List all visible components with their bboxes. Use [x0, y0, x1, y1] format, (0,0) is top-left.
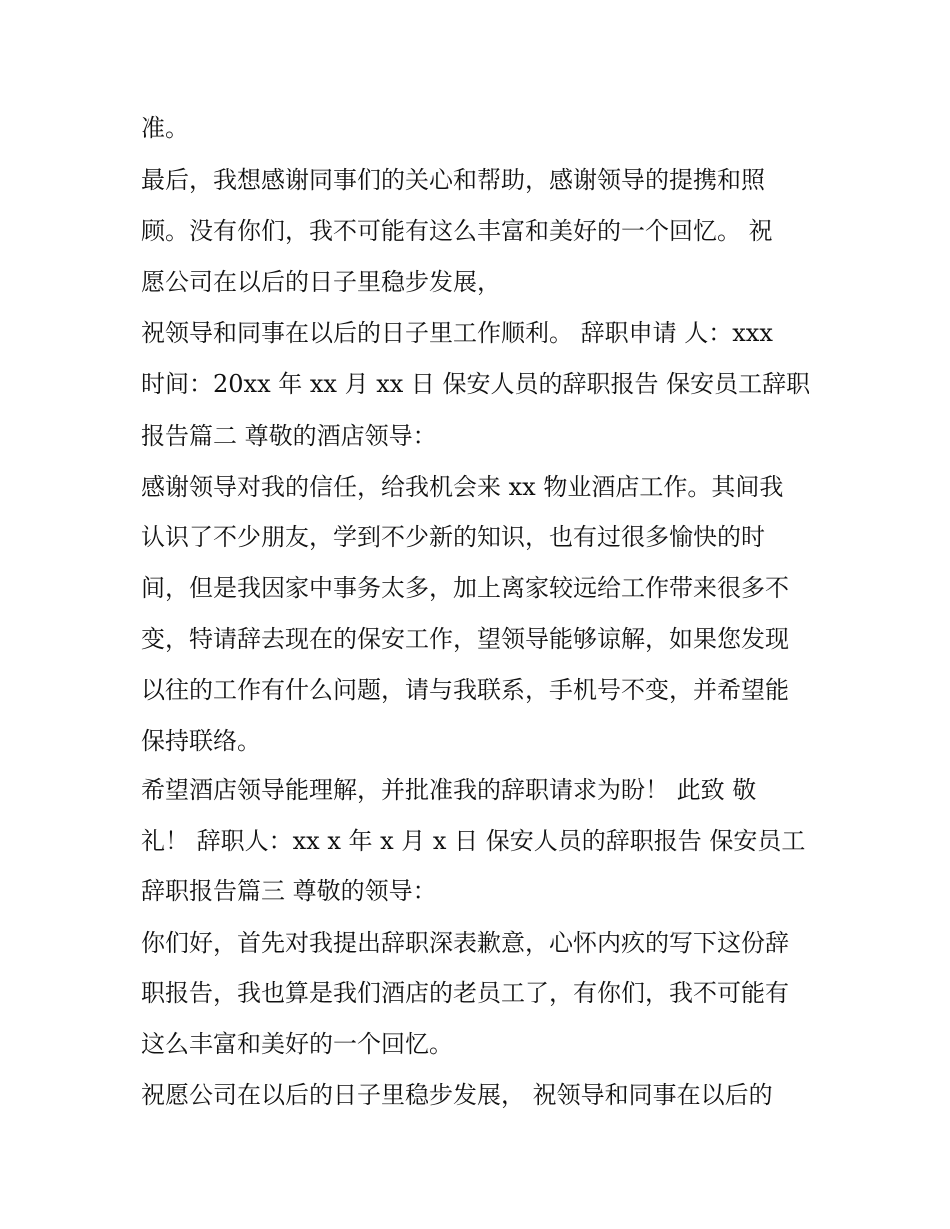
text-line: 变，特请辞去现在的保安工作，望领导能够谅解，如果您发现 [141, 625, 789, 653]
text-line: 祝愿公司在以后的日子里稳步发展， 祝领导和同事在以后的 [141, 1081, 773, 1109]
text-line: 保持联络。 [141, 727, 261, 755]
text-line: 间，但是我因家中事务太多，加上离家较远给工作带来很多不 [141, 574, 789, 602]
text-line: 时间：20xx 年 xx 月 xx 日 保安人员的辞职报告 保安员工辞职 [141, 370, 811, 398]
text-line: 认识了不少朋友，学到不少新的知识，也有过很多愉快的时 [141, 523, 765, 551]
text-line: 职报告，我也算是我们酒店的老员工了，有你们，我不可能有 [141, 979, 789, 1007]
text-line: 准。 [141, 114, 189, 142]
text-line: 顾。没有你们，我不可能有这么丰富和美好的一个回忆。 祝 [141, 217, 773, 245]
text-line: 感谢领导对我的信任，给我机会来 xx 物业酒店工作。其间我 [141, 473, 784, 501]
text-line: 以往的工作有什么问题，请与我联系，手机号不变，并希望能 [141, 676, 789, 704]
text-line: 祝领导和同事在以后的日子里工作顺利。 辞职申请 人：xxx [141, 319, 773, 347]
text-line: 希望酒店领导能理解，并批准我的辞职请求为盼！ 此致 敬 [141, 776, 757, 804]
text-line: 礼！ 辞职人：xx x 年 x 月 x 日 保安人员的辞职报告 保安员工 [141, 827, 806, 855]
text-line: 你们好，首先对我提出辞职深表歉意，心怀内疚的写下这份辞 [141, 929, 789, 957]
text-line: 这么丰富和美好的一个回忆。 [141, 1030, 453, 1058]
text-line: 最后，我想感谢同事们的关心和帮助，感谢领导的提携和照 [141, 166, 765, 194]
text-line: 愿公司在以后的日子里稳步发展， [141, 268, 501, 296]
text-line: 报告篇二 尊敬的酒店领导： [141, 422, 437, 450]
text-line: 辞职报告篇三 尊敬的领导： [141, 877, 437, 905]
